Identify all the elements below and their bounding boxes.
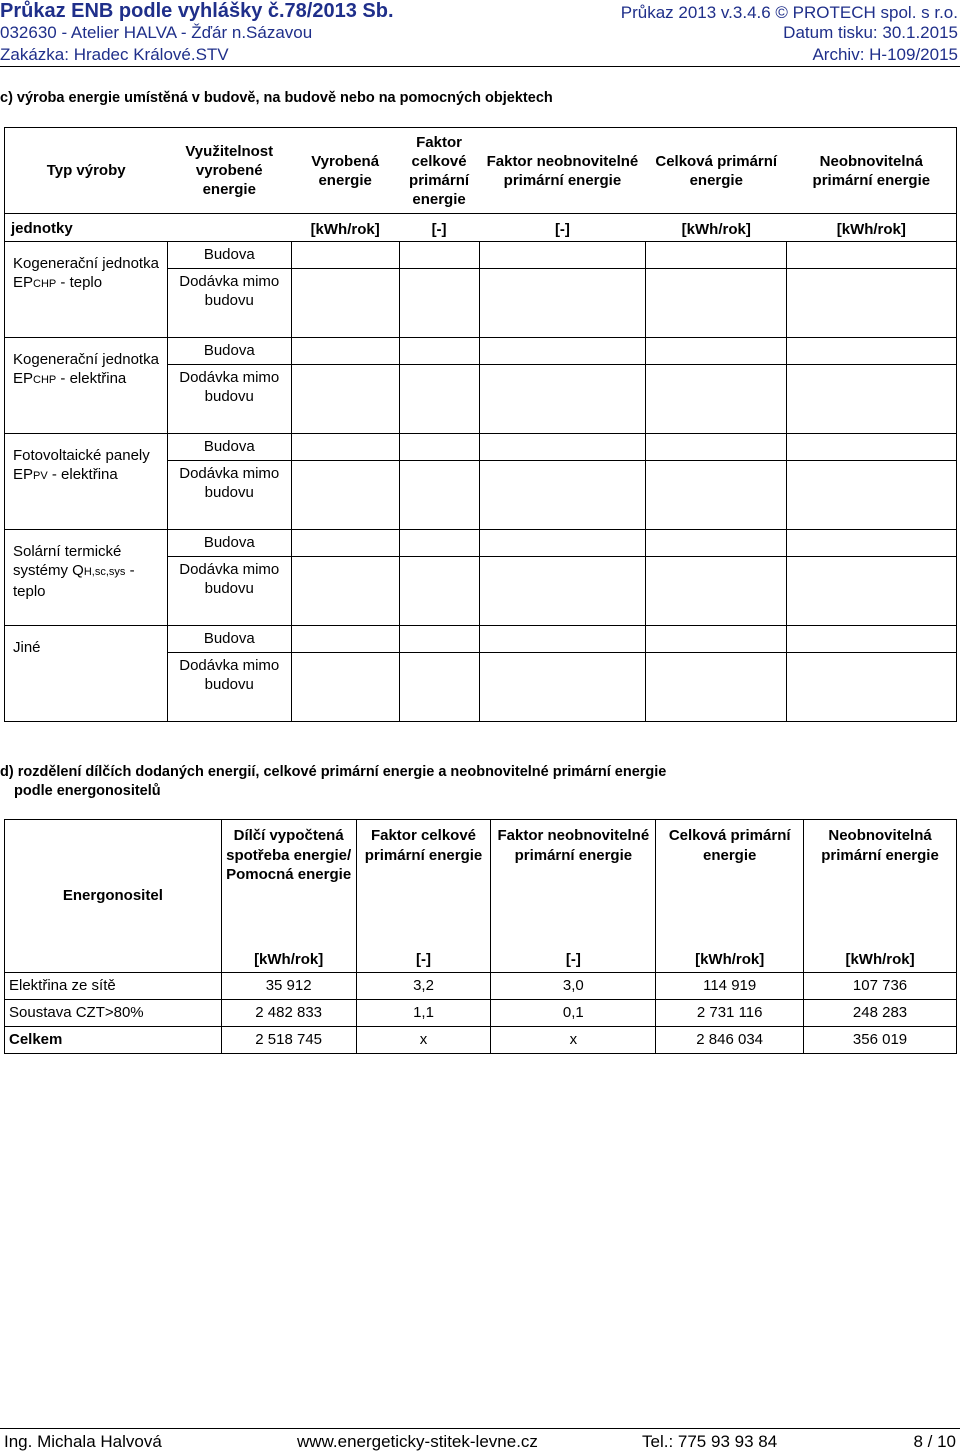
col-header-nonrenew-primary: Neobnovitelná primární energie	[787, 128, 957, 214]
row-subscript: PV	[33, 470, 48, 482]
usability-outside: Dodávka mimo budovu	[167, 365, 291, 434]
archive-number: Archiv: H-109/2015	[812, 45, 958, 64]
row-label: Fotovoltaické panely EP	[13, 447, 150, 483]
total-primary-cell	[646, 269, 787, 338]
factor-total-cell	[399, 461, 479, 530]
col-header-produced: Vyrobená energie	[291, 128, 399, 214]
total-primary-cell	[646, 242, 787, 269]
factor-total-cell	[399, 653, 479, 722]
row-label: Solární termické systémy Q	[13, 543, 122, 579]
row-subscript: H,sc,sys	[83, 566, 126, 578]
table-row	[5, 626, 957, 653]
row-label-suffix: - teplo	[56, 274, 103, 291]
produced-cell	[291, 365, 399, 434]
produced-cell	[291, 626, 399, 653]
consumption-value: 2 518 745	[221, 1026, 356, 1053]
factor-total-cell	[399, 530, 479, 557]
factor-nonrenew-cell	[479, 557, 646, 626]
unit-total-primary-d: [kWh/rok]	[656, 945, 804, 973]
factor-nonrenew-cell	[479, 242, 646, 269]
production-type	[5, 338, 168, 434]
unit-factor-nonrenew: [-]	[479, 214, 646, 242]
nonrenew-primary-cell	[787, 365, 957, 434]
factor-nonrenew-value: 3,0	[491, 972, 656, 999]
usability-building: Budova	[167, 338, 291, 365]
table-row	[5, 434, 957, 461]
consumption-value: 35 912	[221, 972, 356, 999]
col-header-factor-nonrenew-d: Faktor neobnovitelné primární energie	[491, 820, 656, 945]
print-date: Datum tisku: 30.1.2015	[783, 23, 958, 42]
col-header-type: Typ výroby	[5, 128, 168, 214]
carrier-name: Elektřina ze sítě	[5, 972, 222, 999]
production-table	[4, 127, 957, 722]
total-primary-value: 2 846 034	[656, 1026, 804, 1053]
factor-total-cell	[399, 434, 479, 461]
footer-phone: Tel.: 775 93 93 84	[642, 1432, 778, 1451]
factor-nonrenew-cell	[479, 338, 646, 365]
unit-nonrenew-primary-d: [kWh/rok]	[804, 945, 957, 973]
factor-nonrenew-cell	[479, 461, 646, 530]
unit-total-primary: [kWh/rok]	[646, 214, 787, 242]
section-c-title: c) výroba energie umístěná v budově, na budově nebo na pomocných objektech	[0, 90, 553, 106]
total-primary-cell	[646, 530, 787, 557]
unit-factor-nonrenew-d: [-]	[491, 945, 656, 973]
table-row	[5, 999, 957, 1026]
row-label-suffix: - elektřina	[47, 466, 118, 483]
consumption-value: 2 482 833	[221, 999, 356, 1026]
nonrenew-primary-cell	[787, 557, 957, 626]
row-label: Kogenerační jednotka EP	[13, 351, 159, 387]
usability-outside: Dodávka mimo budovu	[167, 269, 291, 338]
carrier-name: Soustava CZT>80%	[5, 999, 222, 1026]
carrier-name: Celkem	[5, 1026, 222, 1053]
row-label: Jiné	[13, 639, 41, 656]
factor-nonrenew-cell	[479, 365, 646, 434]
unit-factor-total-d: [-]	[356, 945, 491, 973]
factor-nonrenew-cell	[479, 653, 646, 722]
produced-cell	[291, 434, 399, 461]
table-row	[5, 338, 957, 365]
produced-cell	[291, 269, 399, 338]
table-row-total	[5, 1026, 957, 1053]
row-subscript: CHP	[33, 278, 57, 290]
usability-outside: Dodávka mimo budovu	[167, 653, 291, 722]
nonrenew-primary-cell	[787, 653, 957, 722]
factor-total-cell	[399, 557, 479, 626]
produced-cell	[291, 461, 399, 530]
nonrenew-primary-cell	[787, 269, 957, 338]
carriers-table	[4, 819, 957, 1054]
production-type	[5, 626, 168, 722]
factor-nonrenew-cell	[479, 530, 646, 557]
row-subscript: CHP	[33, 374, 57, 386]
row-label-suffix: - elektřina	[56, 370, 127, 387]
production-type	[5, 530, 168, 626]
nonrenew-primary-cell	[787, 434, 957, 461]
factor-total-cell	[399, 269, 479, 338]
software-version: Průkaz 2013 v.3.4.6 © PROTECH spol. s r.o.	[620, 3, 958, 22]
usability-building: Budova	[167, 242, 291, 269]
order-line: Zakázka: Hradec Králové.STV	[0, 45, 229, 64]
produced-cell	[291, 242, 399, 269]
col-header-factor-total: Faktor celkové primární energie	[399, 128, 479, 214]
nonrenew-primary-value: 107 736	[804, 972, 957, 999]
unit-consumption: [kWh/rok]	[221, 945, 356, 973]
total-primary-cell	[646, 653, 787, 722]
company-line: 032630 - Atelier HALVA - Žďár n.Sázavou	[0, 23, 313, 42]
unit-factor-total: [-]	[399, 214, 479, 242]
nonrenew-primary-cell	[787, 461, 957, 530]
produced-cell	[291, 530, 399, 557]
usability-outside: Dodávka mimo budovu	[167, 461, 291, 530]
total-primary-cell	[646, 338, 787, 365]
total-primary-cell	[646, 365, 787, 434]
total-primary-cell	[646, 557, 787, 626]
col-header-total-primary: Celková primární energie	[646, 128, 787, 214]
col-header-nonrenew-primary-d: Neobnovitelná primární energie	[804, 820, 957, 945]
total-primary-cell	[646, 461, 787, 530]
factor-nonrenew-cell	[479, 269, 646, 338]
usability-building: Budova	[167, 530, 291, 557]
col-header-factor-nonrenew: Faktor neobnovitelné primární energie	[479, 128, 646, 214]
nonrenew-primary-cell	[787, 242, 957, 269]
factor-nonrenew-value: 0,1	[491, 999, 656, 1026]
col-header-total-primary-d: Celková primární energie	[656, 820, 804, 945]
row-label: Kogenerační jednotka EP	[13, 255, 159, 291]
usability-building: Budova	[167, 626, 291, 653]
col-header-carrier: Energonositel	[5, 820, 222, 973]
unit-produced: [kWh/rok]	[291, 214, 399, 242]
units-label: jednotky	[5, 214, 292, 242]
nonrenew-primary-value: 248 283	[804, 999, 957, 1026]
factor-total-value: 1,1	[356, 999, 491, 1026]
nonrenew-primary-cell	[787, 530, 957, 557]
table-row	[5, 972, 957, 999]
table-row	[5, 530, 957, 557]
footer-author: Ing. Michala Halvová	[4, 1432, 162, 1451]
col-header-factor-total-d: Faktor celkové primární energie	[356, 820, 491, 945]
factor-total-cell	[399, 242, 479, 269]
section-d-title-line2: podle energonositelů	[14, 783, 161, 799]
production-type	[5, 434, 168, 530]
produced-cell	[291, 338, 399, 365]
factor-total-value: 3,2	[356, 972, 491, 999]
nonrenew-primary-cell	[787, 626, 957, 653]
row-label-suffix: - teplo	[13, 562, 135, 600]
produced-cell	[291, 557, 399, 626]
factor-nonrenew-cell	[479, 626, 646, 653]
production-type	[5, 242, 168, 338]
section-d-title: d) rozdělení dílčích dodaných energií, celkové primární energie a neobnovitelné primární energie	[0, 764, 667, 780]
factor-total-value: x	[356, 1026, 491, 1053]
produced-cell	[291, 653, 399, 722]
total-primary-value: 2 731 116	[656, 999, 804, 1026]
factor-total-cell	[399, 338, 479, 365]
col-header-usability: Využitelnost vyrobené energie	[167, 128, 291, 214]
unit-nonrenew-primary: [kWh/rok]	[787, 214, 957, 242]
nonrenew-primary-value: 356 019	[804, 1026, 957, 1053]
total-primary-cell	[646, 626, 787, 653]
footer-website: www.energeticky-stitek-levne.cz	[297, 1432, 538, 1451]
usability-building: Budova	[167, 434, 291, 461]
total-primary-cell	[646, 434, 787, 461]
factor-total-cell	[399, 365, 479, 434]
page-footer	[0, 1428, 960, 1456]
table-row	[5, 242, 957, 269]
document-title: Průkaz ENB podle vyhlášky č.78/2013 Sb.	[0, 0, 394, 22]
col-header-consumption: Dílčí vypočtená spotřeba energie/ Pomocná energie	[221, 820, 356, 945]
page-header	[0, 0, 960, 67]
nonrenew-primary-cell	[787, 338, 957, 365]
factor-nonrenew-cell	[479, 434, 646, 461]
factor-total-cell	[399, 626, 479, 653]
footer-page-number: 8 / 10	[913, 1432, 956, 1451]
usability-outside: Dodávka mimo budovu	[167, 557, 291, 626]
total-primary-value: 114 919	[656, 972, 804, 999]
factor-nonrenew-value: x	[491, 1026, 656, 1053]
